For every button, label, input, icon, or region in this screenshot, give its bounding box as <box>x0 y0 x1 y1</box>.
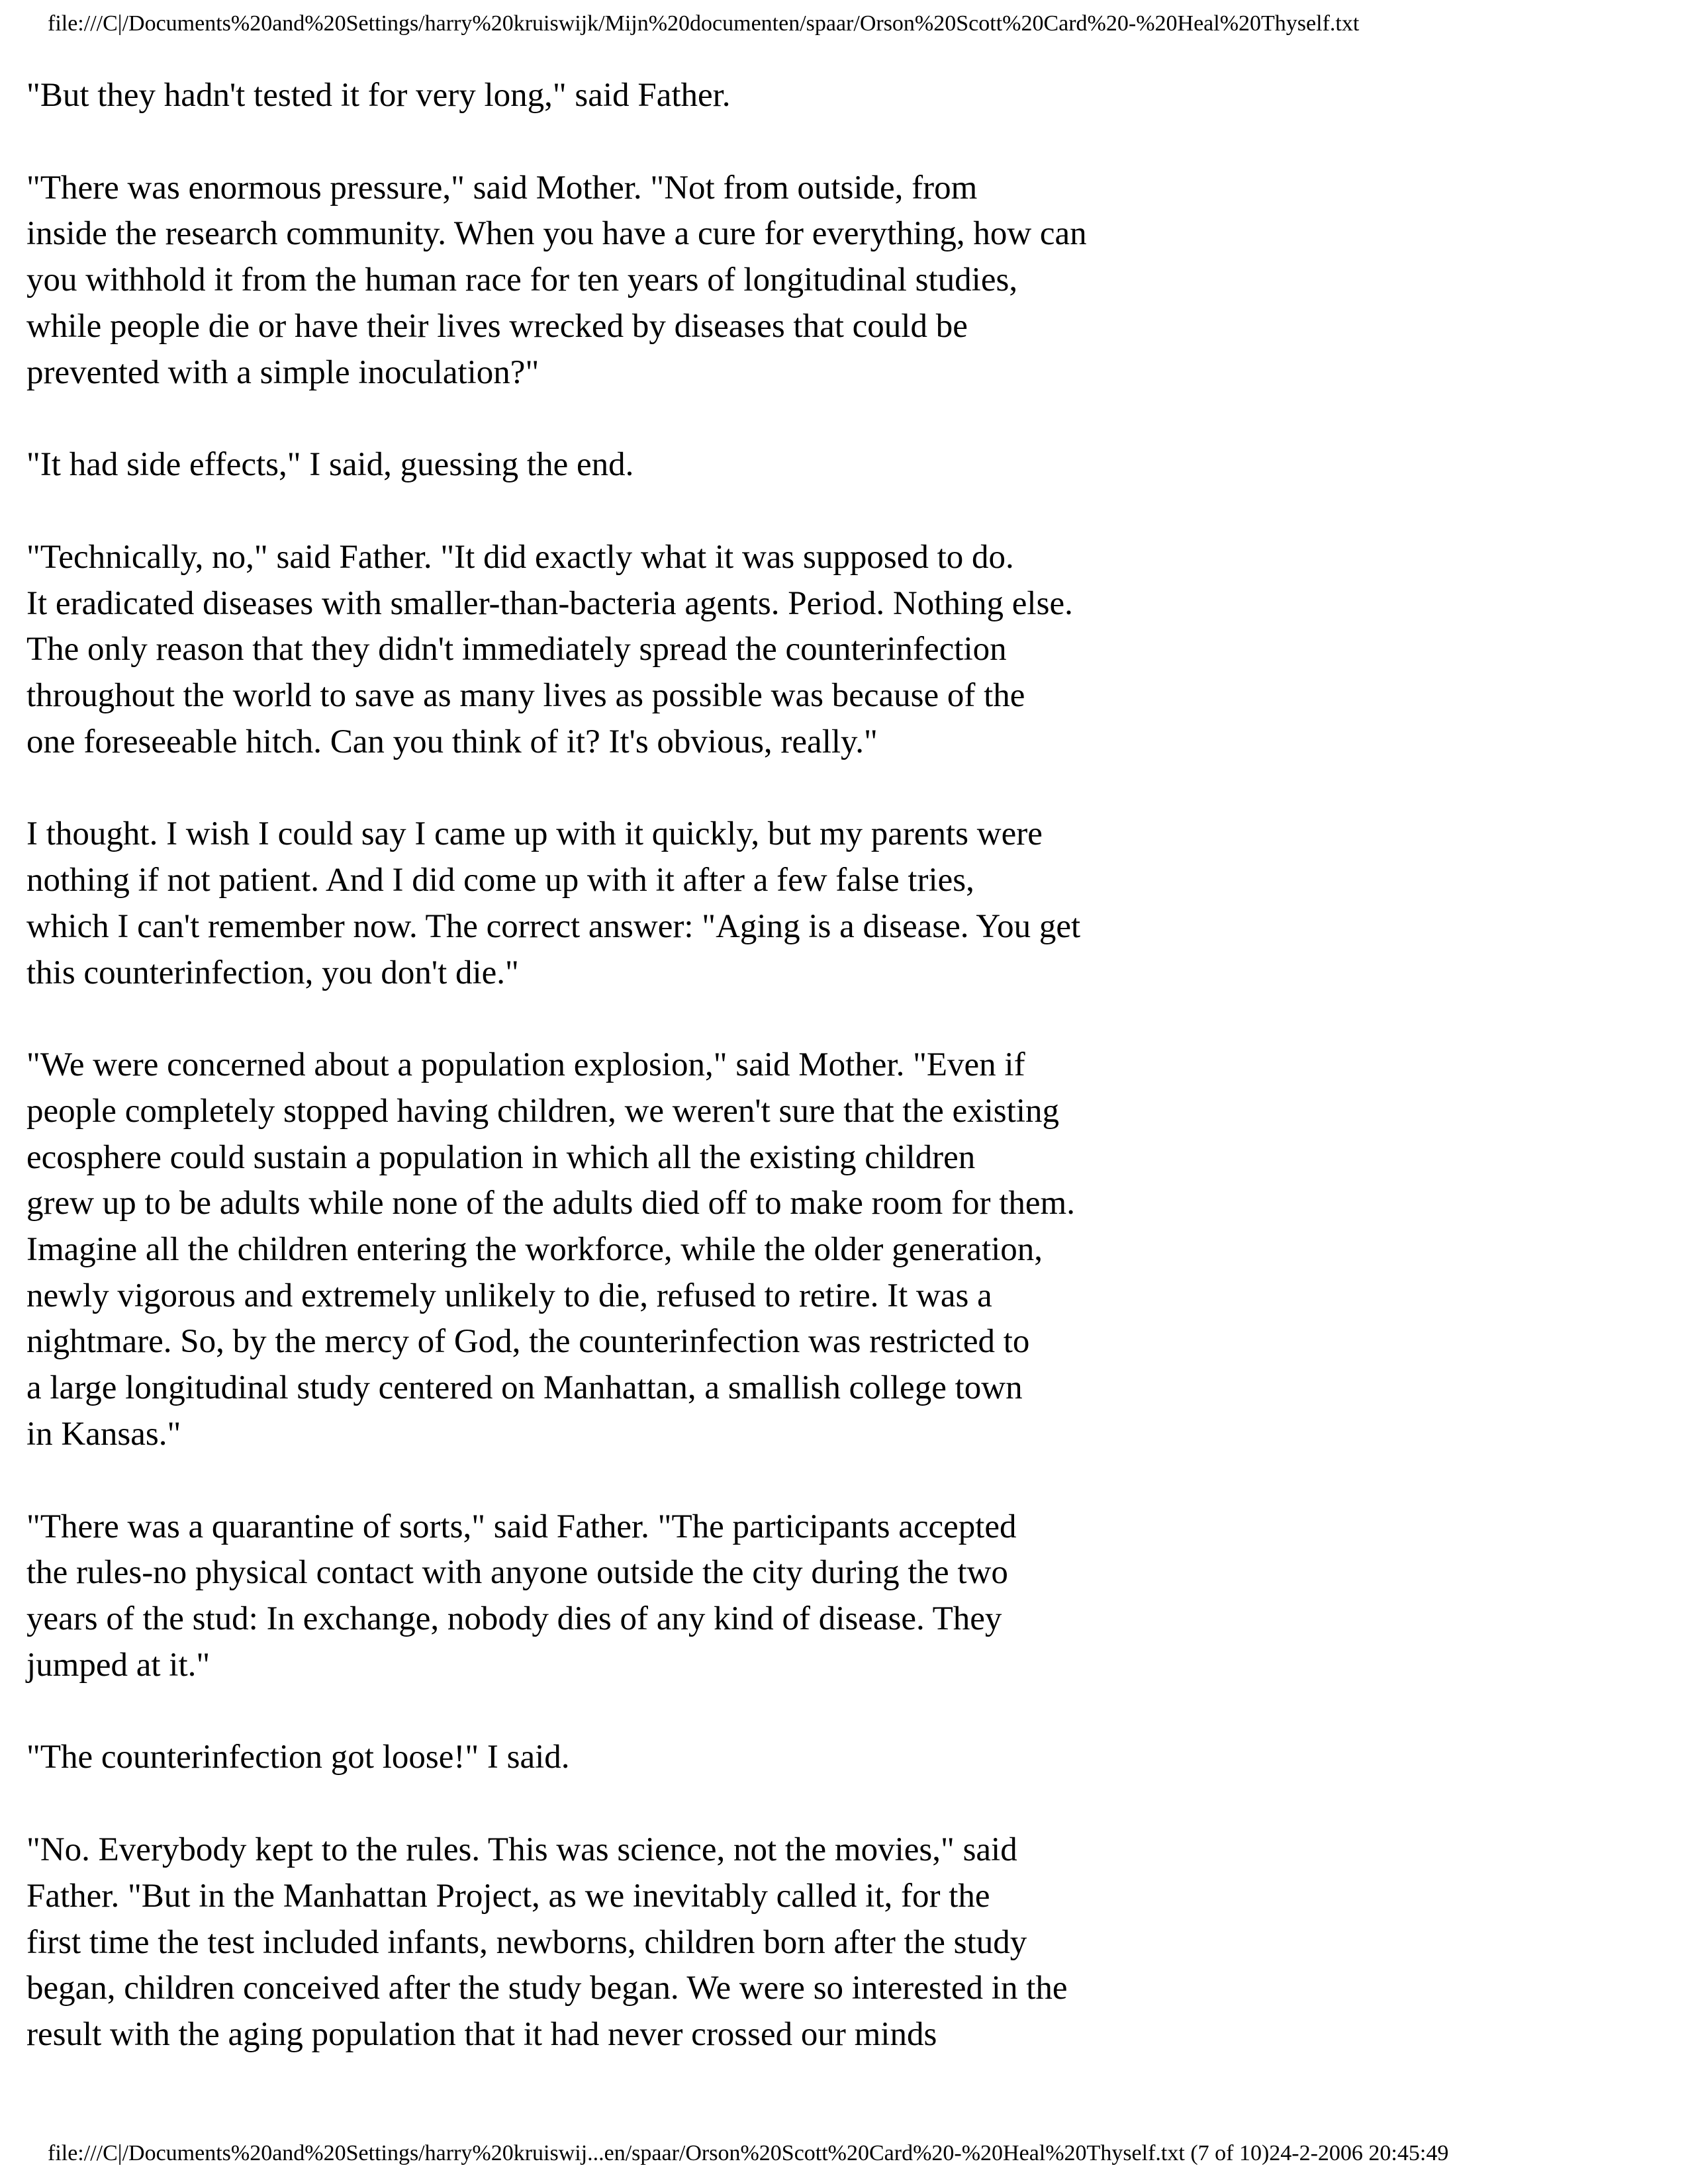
text-line: a large longitudinal study centered on Manhattan, a smallish college town <box>26 1369 1023 1407</box>
text-line: nothing if not patient. And I did come up with it after a few false tries, <box>26 862 974 899</box>
text-line: grew up to be adults while none of the adults died off to make room for them. <box>26 1185 1075 1222</box>
paragraph-6 <box>26 1042 1615 1457</box>
text-line: you withhold it from the human race for ten years of longitudinal studies, <box>26 261 1018 299</box>
text-line: "There was enormous pressure," said Mother. "Not from outside, from <box>26 169 978 206</box>
paragraph-5 <box>26 811 1615 996</box>
text-line: ecosphere could sustain a population in which all the existing children <box>26 1138 976 1176</box>
text-line: The only reason that they didn't immediately spread the counterinfection <box>26 631 1007 668</box>
text-line: nightmare. So, by the mercy of God, the counterinfection was restricted to <box>26 1323 1030 1361</box>
text-line: years of the stud: In exchange, nobody dies of any kind of disease. They <box>26 1600 1002 1637</box>
text-line: I thought. I wish I could say I came up with it quickly, but my parents were <box>26 815 1043 853</box>
text-line: Father. "But in the Manhattan Project, as we inevitably called it, for the <box>26 1877 990 1915</box>
text-line: "We were concerned about a population explosion," said Mother. "Even if <box>26 1046 1025 1084</box>
paragraph-9 <box>26 1827 1615 2058</box>
text-line: Imagine all the children entering the workforce, while the older generation, <box>26 1231 1043 1269</box>
document-body <box>26 73 1615 2105</box>
text-line: began, children conceived after the study began. We were so interested in the <box>26 1970 1068 2007</box>
text-line: It eradicated diseases with smaller-than-bacteria agents. Period. Nothing else. <box>26 584 1073 622</box>
text-line: "There was a quarantine of sorts," said Father. "The participants accepted <box>26 1508 1017 1545</box>
paragraph-4 <box>26 535 1615 766</box>
text-line: jumped at it." <box>26 1646 211 1684</box>
text-line: "Technically, no," said Father. "It did exactly what it was supposed to do. <box>26 538 1014 576</box>
text-line: the rules-no physical contact with anyone outside the city during the two <box>26 1554 1008 1592</box>
text-line: this counterinfection, you don't die." <box>26 954 519 991</box>
paragraph-7 <box>26 1504 1615 1689</box>
text-line: people completely stopped having children, we weren't sure that the existing <box>26 1092 1059 1130</box>
text-line: inside the research community. When you have a cure for everything, how can <box>26 215 1087 253</box>
text-line: prevented with a simple inoculation?" <box>26 353 539 391</box>
text-line: "But they hadn't tested it for very long," said Father. <box>26 77 731 114</box>
text-line: result with the aging population that it had never crossed our minds <box>26 2015 937 2053</box>
text-line: first time the test included infants, newborns, children born after the study <box>26 1923 1027 1961</box>
text-line: while people die or have their lives wrecked by diseases that could be <box>26 307 968 345</box>
text-line: which I can't remember now. The correct answer: "Aging is a disease. You get <box>26 907 1081 945</box>
text-line: throughout the world to save as many lives as possible was because of the <box>26 677 1025 715</box>
page-header-url: file:///C|/Documents%20and%20Settings/harry%20kruiswijk/Mijn%20documenten/spaar/Orson%20Scott%20Card%20-%20Heal%20Thyself.txt <box>48 11 1360 36</box>
text-line: in Kansas." <box>26 1415 181 1453</box>
paragraph-3 <box>26 442 1615 488</box>
paragraph-1 <box>26 73 1615 119</box>
paragraph-8 <box>26 1735 1615 1781</box>
text-line: newly vigorous and extremely unlikely to die, refused to retire. It was a <box>26 1277 992 1314</box>
paragraph-2 <box>26 165 1615 396</box>
text-line: "The counterinfection got loose!" I said. <box>26 1739 570 1776</box>
text-line: one foreseeable hitch. Can you think of it? It's obvious, really." <box>26 723 878 760</box>
text-line: "No. Everybody kept to the rules. This was science, not the movies," said <box>26 1831 1017 1869</box>
text-line: "It had side effects," I said, guessing the end. <box>26 446 634 484</box>
page-footer-url: file:///C|/Documents%20and%20Settings/harry%20kruiswij...en/spaar/Orson%20Scott%20Card%20-%20Heal%20Thyself.txt (7 of 10)24-2-2006 20:45:49 <box>48 2141 1449 2165</box>
